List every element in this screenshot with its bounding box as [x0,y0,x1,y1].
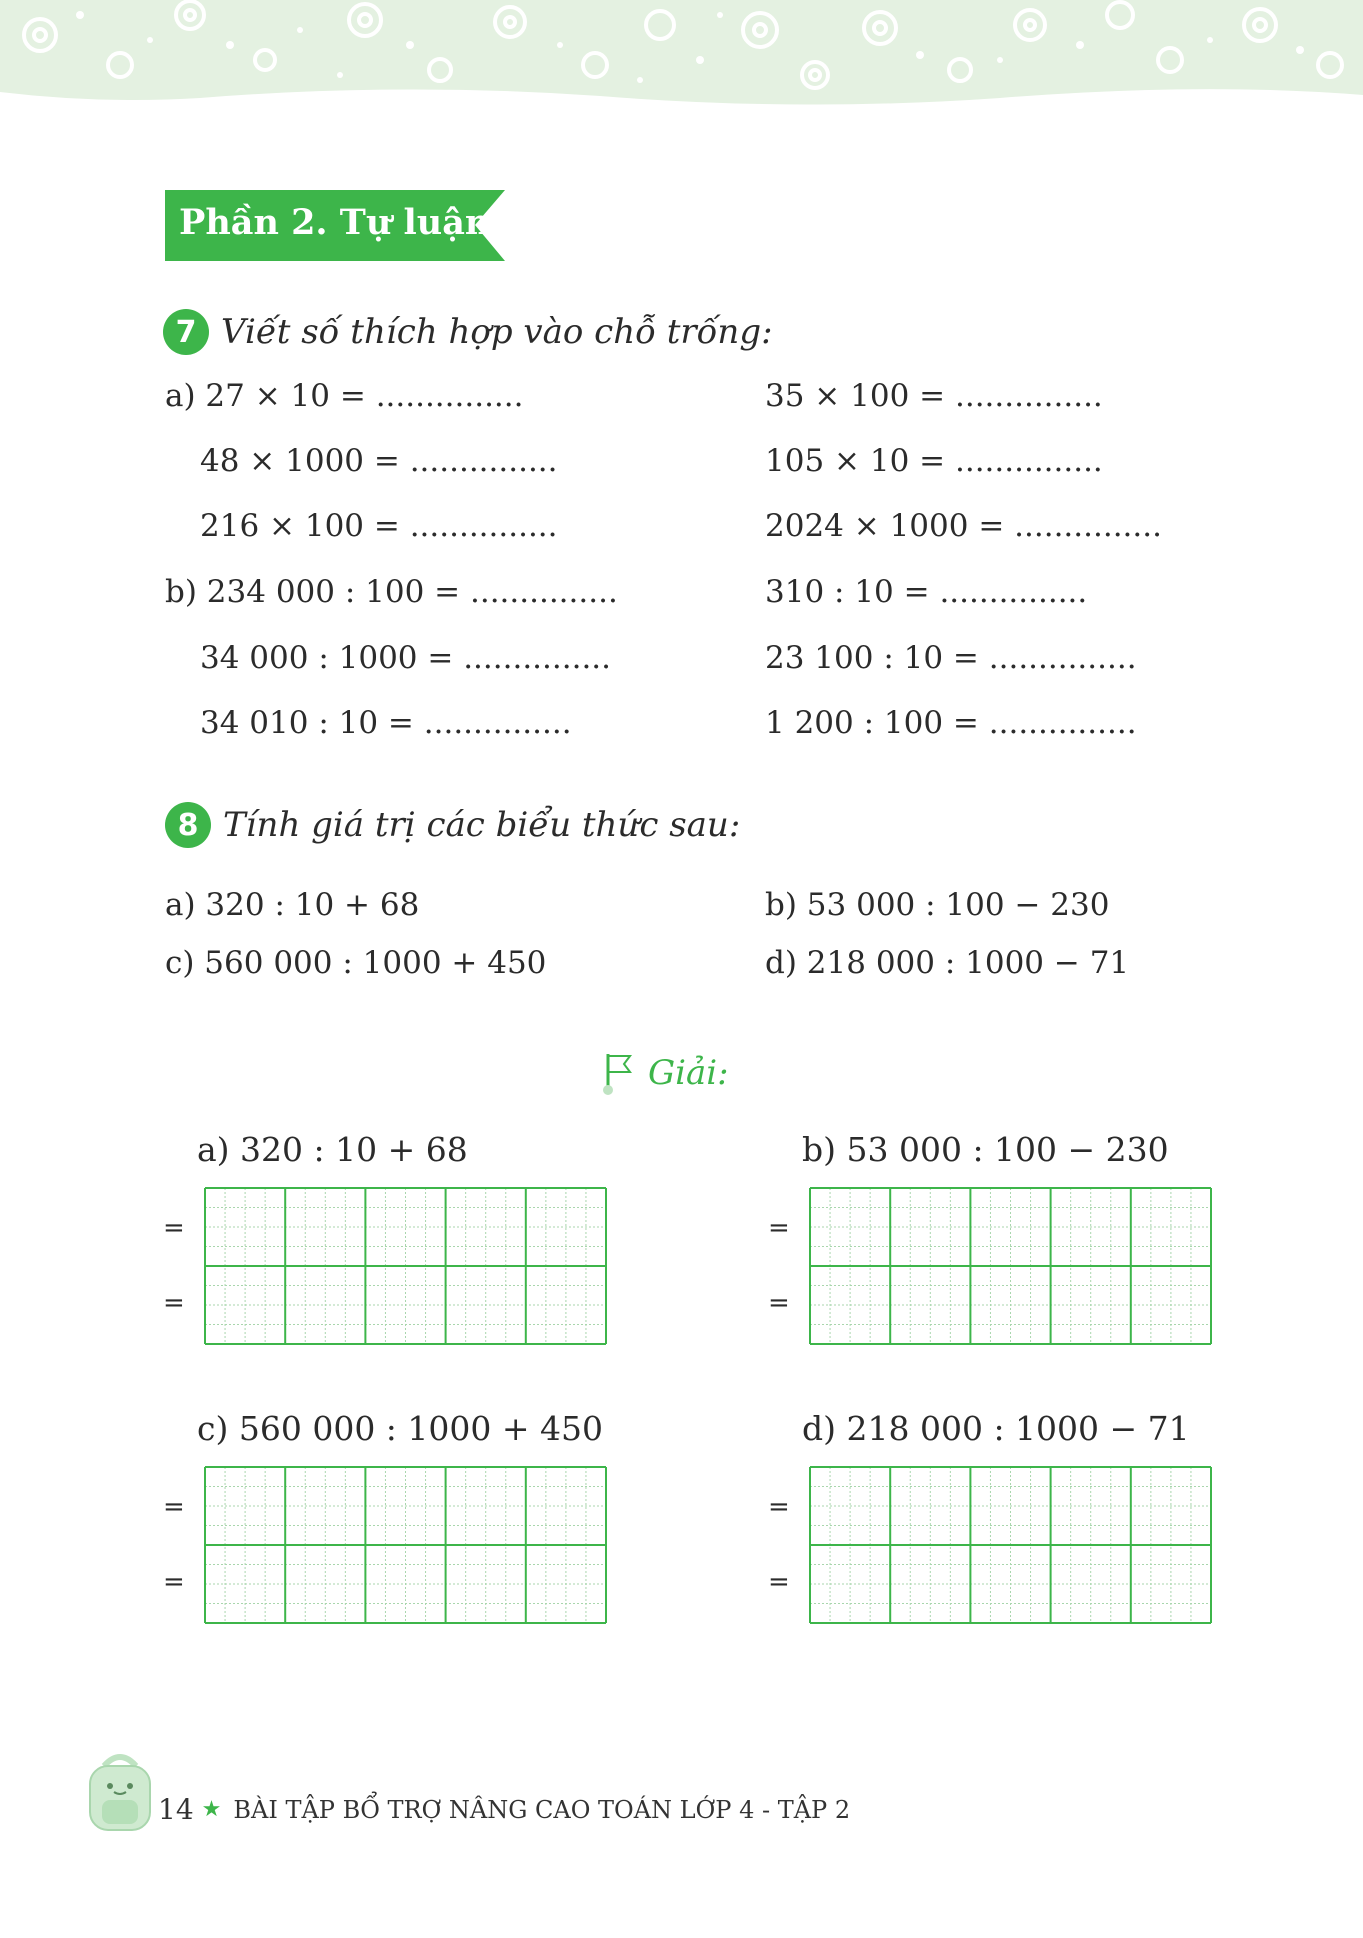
section-title: Phần 2. Tự luận [179,202,491,243]
q7-left-row-2: 48 × 1000 = ............... [200,443,558,479]
star-icon: ★ [201,1797,222,1822]
answer-grid-a[interactable] [204,1187,607,1345]
solution-d-equals-1: = [768,1492,790,1522]
book-title: BÀI TẬP BỔ TRỢ NÂNG CAO TOÁN LỚP 4 - TẬP 2 [233,1796,851,1824]
q7-left-row-5: 34 000 : 1000 = ............... [200,640,612,676]
solution-c-label: c) 560 000 : 1000 + 450 [197,1409,604,1448]
question-7-number: 7 [163,309,209,355]
solution-a-equals-2: = [163,1288,185,1318]
q8-expression-b: b) 53 000 : 100 − 230 [765,887,1110,923]
solution-heading-label: Giải: [648,1053,729,1093]
flag-icon [600,1050,640,1096]
backpack-mascot-icon [82,1748,158,1834]
q7-left-row-3: 216 × 100 = ............... [200,508,558,544]
q7-right-row-1: 35 × 100 = ............... [765,378,1103,414]
solution-b-equals-1: = [768,1213,790,1243]
solution-b-equals-2: = [768,1288,790,1318]
q7-left-row-4: b) 234 000 : 100 = ............... [165,574,618,610]
solution-c-equals-2: = [163,1567,185,1597]
answer-grid-c[interactable] [204,1466,607,1624]
answer-grid-d[interactable] [809,1466,1212,1624]
answer-grid-b[interactable] [809,1187,1212,1345]
question-8-header [165,802,740,848]
solution-a-equals-1: = [163,1213,185,1243]
page-footer [82,1748,850,1834]
solution-a-label: a) 320 : 10 + 68 [197,1130,468,1169]
q7-right-row-5: 23 100 : 10 = ............... [765,640,1137,676]
q7-right-row-2: 105 × 10 = ............... [765,443,1103,479]
question-7-header [163,309,773,355]
q7-right-row-4: 310 : 10 = ............... [765,574,1088,610]
question-8-number: 8 [165,802,211,848]
solution-heading [600,1050,729,1096]
solution-d-equals-2: = [768,1567,790,1597]
solution-d-label: d) 218 000 : 1000 − 71 [802,1409,1190,1448]
q7-left-row-1: a) 27 × 10 = ............... [165,378,524,414]
question-7-prompt: Viết số thích hợp vào chỗ trống: [221,312,773,352]
solution-b-label: b) 53 000 : 100 − 230 [802,1130,1169,1169]
question-8-prompt: Tính giá trị các biểu thức sau: [223,805,741,845]
q8-expression-c: c) 560 000 : 1000 + 450 [165,945,547,981]
q7-right-row-3: 2024 × 1000 = ............... [765,508,1162,544]
decorative-header-banner [0,0,1363,110]
q8-expression-a: a) 320 : 10 + 68 [165,887,420,923]
page-number: 14 [158,1793,194,1826]
q8-expression-d: d) 218 000 : 1000 − 71 [765,945,1130,981]
solution-c-equals-1: = [163,1492,185,1522]
q7-left-row-6: 34 010 : 10 = ............... [200,705,572,741]
q7-right-row-6: 1 200 : 100 = ............... [765,705,1137,741]
